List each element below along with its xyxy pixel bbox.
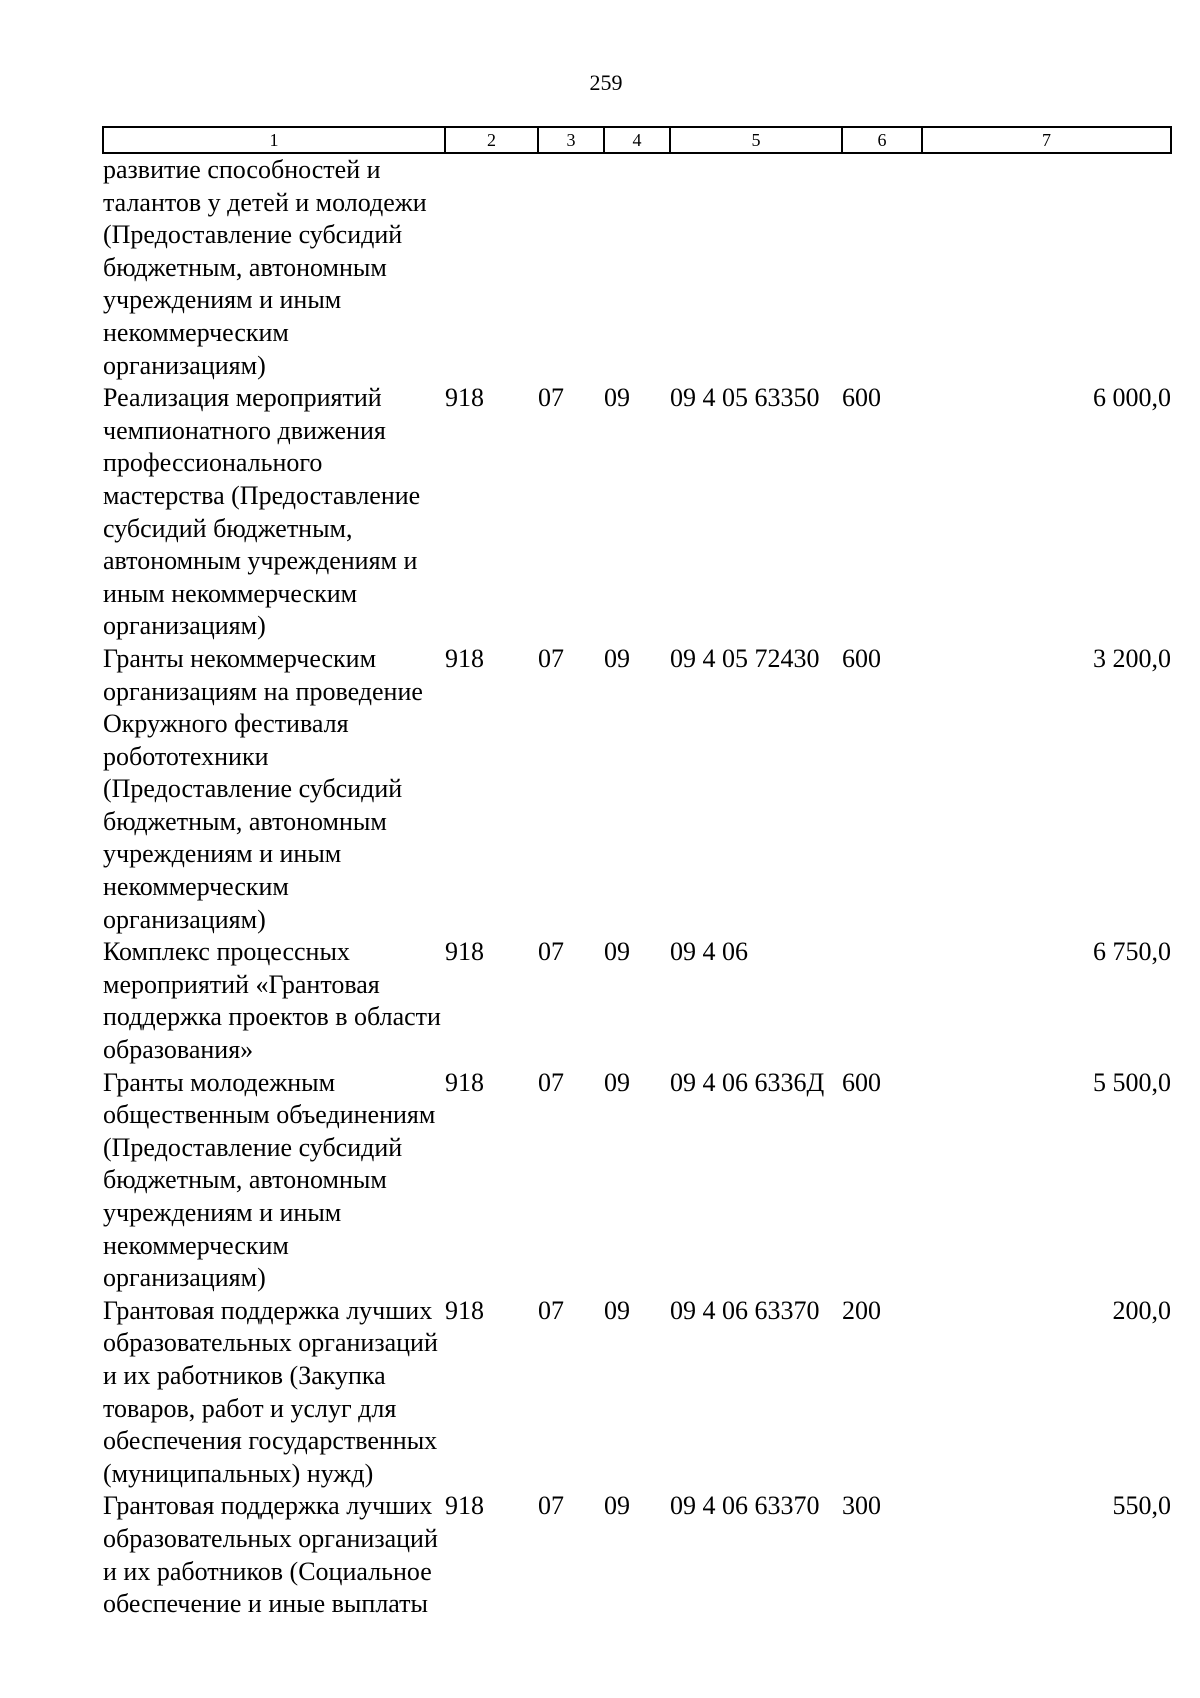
ministry-code: 918 bbox=[445, 1067, 484, 1097]
header-row bbox=[103, 127, 1171, 153]
item-name: Грантовая поддержка лучших образовательных организаций и их работников (Закупка товаров, работ и услуг для обеспечения государственных (муниципальных) нужд) bbox=[103, 1295, 438, 1488]
section-code: 07 bbox=[538, 1491, 564, 1521]
target-article-code: 09 4 05 72430 bbox=[670, 643, 820, 673]
table-row bbox=[103, 1067, 1171, 1295]
ministry-code: 918 bbox=[445, 1295, 484, 1325]
amount: 200,0 bbox=[1112, 1295, 1171, 1325]
target-article-code: 09 4 06 63370 bbox=[670, 1295, 820, 1325]
section-code: 07 bbox=[538, 1295, 564, 1325]
subsection-code: 09 bbox=[604, 1295, 630, 1325]
header-cell: 3 bbox=[538, 127, 604, 153]
target-article-code: 09 4 06 6336Д bbox=[670, 1067, 825, 1097]
amount: 3 200,0 bbox=[1093, 643, 1171, 673]
header-cell: 1 bbox=[103, 127, 445, 153]
expense-type-code: 600 bbox=[842, 383, 881, 413]
expense-type-code: 200 bbox=[842, 1295, 881, 1325]
subsection-code: 09 bbox=[604, 383, 630, 413]
expense-type-code: 300 bbox=[842, 1491, 881, 1521]
target-article-code: 09 4 06 bbox=[670, 937, 748, 967]
target-article-code bbox=[670, 153, 842, 382]
expense-type-code bbox=[842, 936, 922, 1066]
section-code: 07 bbox=[538, 1067, 564, 1097]
page-number: 259 bbox=[589, 70, 623, 95]
amount bbox=[922, 153, 1171, 382]
target-article-code: 09 4 05 63350 bbox=[670, 383, 820, 413]
expense-type-code bbox=[842, 153, 922, 382]
item-name: Гранты некоммерческим организациям на проведение Окружного фестиваля робототехники (Предоставление субсидий бюджетным, автономным учреждениям и иным некоммерческим организациям) bbox=[103, 643, 423, 934]
section-code: 07 bbox=[538, 383, 564, 413]
target-article-code: 09 4 06 63370 bbox=[670, 1491, 820, 1521]
item-name: Комплекс процессных мероприятий «Грантовая поддержка проектов в области образования» bbox=[103, 937, 441, 1065]
header-cell: 2 bbox=[445, 127, 538, 153]
expense-type-code: 600 bbox=[842, 643, 881, 673]
amount: 6 750,0 bbox=[1093, 937, 1171, 967]
header-cell: 4 bbox=[604, 127, 670, 153]
item-name: развитие способностей и талантов у детей и молодежи (Предоставление субсидий бюджетным, автономным учреждениям и иным некоммерческим организациям) bbox=[103, 155, 427, 380]
expense-type-code: 600 bbox=[842, 1067, 881, 1097]
item-name: Гранты молодежным общественным объединениям (Предоставление субсидий бюджетным, автономным учреждениям и иным некоммерческим организациям) bbox=[103, 1067, 436, 1293]
subsection-code: 09 bbox=[604, 1067, 630, 1097]
table-row bbox=[103, 153, 1171, 382]
header-cell: 7 bbox=[922, 127, 1171, 153]
ministry-code bbox=[445, 153, 538, 382]
ministry-code: 918 bbox=[445, 643, 484, 673]
ministry-code: 918 bbox=[445, 937, 484, 967]
section-code: 07 bbox=[538, 937, 564, 967]
table-row bbox=[103, 382, 1171, 643]
item-name: Грантовая поддержка лучших образовательных организаций и их работников (Социальное обеспечение и иные выплаты bbox=[103, 1491, 438, 1619]
table-row bbox=[103, 1295, 1171, 1491]
header-cell: 5 bbox=[670, 127, 842, 153]
table-row bbox=[103, 643, 1171, 936]
header-cell: 6 bbox=[842, 127, 922, 153]
table-row bbox=[103, 1490, 1171, 1620]
ministry-code: 918 bbox=[445, 383, 484, 413]
ministry-code: 918 bbox=[445, 1491, 484, 1521]
subsection-code: 09 bbox=[604, 937, 630, 967]
table-row bbox=[103, 936, 1171, 1066]
subsection-code bbox=[604, 153, 670, 382]
subsection-code: 09 bbox=[604, 643, 630, 673]
amount: 6 000,0 bbox=[1093, 383, 1171, 413]
item-name: Реализация мероприятий чемпионатного движения профессионального мастерства (Предоставление субсидий бюджетным, автономным учреждениям и иным некоммерческим организациям) bbox=[103, 383, 421, 641]
section-code: 07 bbox=[538, 643, 564, 673]
subsection-code: 09 bbox=[604, 1491, 630, 1521]
section-code bbox=[538, 153, 604, 382]
amount: 550,0 bbox=[1112, 1491, 1171, 1521]
budget-table bbox=[102, 126, 1172, 1621]
amount: 5 500,0 bbox=[1093, 1067, 1171, 1097]
